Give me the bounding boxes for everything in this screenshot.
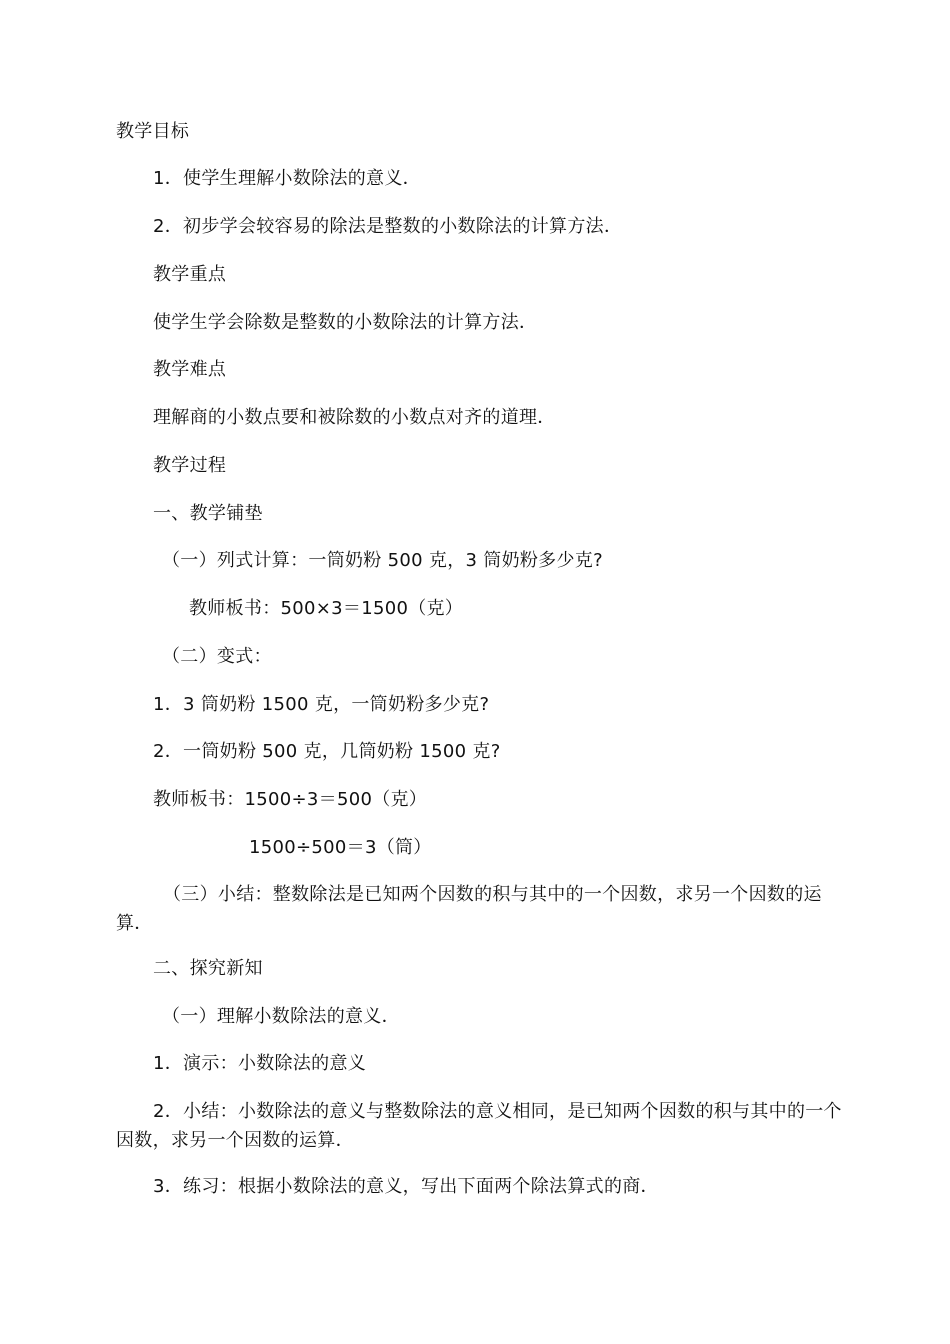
section-one-title: 一、教学铺垫	[153, 503, 263, 524]
heading-process: 教学过程	[153, 455, 227, 476]
summary-one: （三）小结：整数除法是已知两个因数的积与其中的一个因数，求另一个因数的运算．	[116, 884, 822, 934]
subsection-meaning: （一）理解小数除法的意义．	[162, 1006, 400, 1027]
summary-two: 2．小结：小数除法的意义与整数除法的意义相同，是已知两个因数的积与其中的一个因数，求另一个因数的运算．	[116, 1101, 842, 1151]
heading-difficulties: 教学难点	[153, 359, 227, 380]
section-two-title: 二、探究新知	[153, 958, 263, 979]
variant-item-1: 1．3 筒奶粉 1500 克，一筒奶粉多少克?	[153, 694, 490, 715]
key-point-text: 使学生学会除数是整数的小数除法的计算方法．	[153, 312, 538, 333]
difficulty-text: 理解商的小数点要和被除数的小数点对齐的道理．	[153, 407, 556, 428]
demo-item: 1．演示：小数除法的意义	[153, 1053, 367, 1074]
heading-key-points: 教学重点	[153, 264, 227, 285]
board-note-2: 教师板书：1500÷3＝500（克）	[153, 789, 428, 810]
variant-item-2: 2．一筒奶粉 500 克，几筒奶粉 1500 克?	[153, 741, 501, 762]
heading-teaching-goals: 教学目标	[116, 121, 190, 142]
practice-item: 3．练习：根据小数除法的意义，写出下面两个除法算式的商．	[153, 1176, 659, 1197]
goal-item-2: 2．初步学会较容易的除法是整数的小数除法的计算方法．	[153, 216, 623, 237]
subsection-calc: （一）列式计算：一筒奶粉 500 克，3 筒奶粉多少克?	[162, 550, 603, 571]
goal-item-1: 1．使学生理解小数除法的意义．	[153, 168, 421, 189]
subsection-variant: （二）变式：	[162, 646, 272, 667]
board-note-1: 教师板书：500×3＝1500（克）	[189, 598, 464, 619]
board-note-2-continued: 1500÷500＝3（筒）	[249, 837, 432, 858]
